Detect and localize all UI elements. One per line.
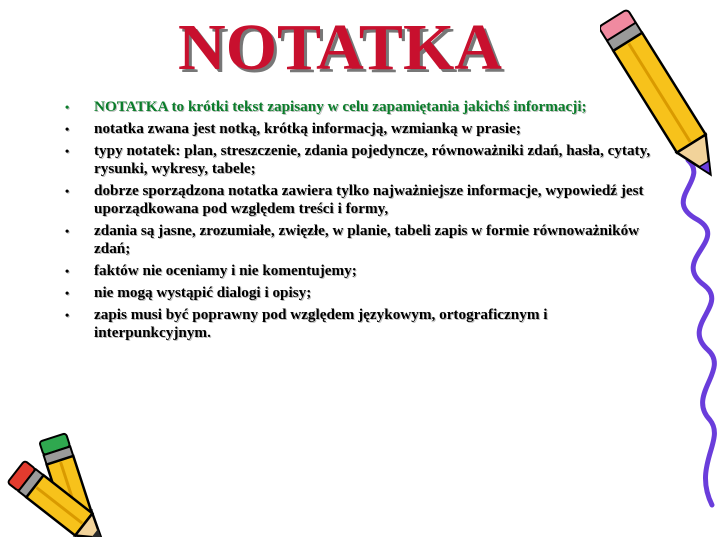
bullet-item [60,284,660,302]
bullet-item [60,182,660,218]
bullet-text: zdania są jasne, zrozumiałe, zwięzłe, w planie, tabeli zapis w formie równoważników zdań; [94,222,640,257]
bullet-item [60,262,660,280]
bullet-list [60,98,660,346]
bullet-text: dobrze sporządzona notatka zawiera tylko najważniejsze informacje, wypowiedź jest uporządkowana pod względem treści i formy, [94,182,644,217]
pencil-scribble-icon [600,0,720,510]
bullet-marker: • [65,100,70,114]
slide-title: NOTATKA [178,11,502,84]
bullet-marker: • [65,286,70,300]
bullet-item [60,142,660,178]
bullet-marker: • [65,144,70,158]
scribble-line [683,160,714,505]
bullet-marker: • [65,264,70,278]
bullet-marker: • [65,122,70,136]
bullet-text: nie mogą wystąpić dialogi i opisy; [94,284,312,301]
bullet-text: faktów nie oceniamy i nie komentujemy; [94,262,357,279]
bullet-item [60,98,660,116]
bullet-item [60,120,660,138]
bullet-marker: • [65,224,70,238]
bullet-item [60,222,660,258]
bullet-text: zapis musi być poprawny pod względem językowym, ortograficznym i interpunkcyjnym. [94,306,548,341]
bullet-text: typy notatek: plan, streszczenie, zdania pojedyncze, równoważniki zdań, hasła, cytaty, rysunki, wykresy, tabele; [94,142,651,177]
bullet-text: NOTATKA to krótki tekst zapisany w celu zapamiętania jakichś informacji; [94,98,587,115]
bullet-item [60,306,660,342]
bullet-marker: • [65,184,70,198]
bullet-marker: • [65,308,70,322]
crossed-pencils-icon [0,425,120,537]
bullet-text: notatka zwana jest notką, krótką informacją, wzmianką w prasie; [94,120,521,137]
